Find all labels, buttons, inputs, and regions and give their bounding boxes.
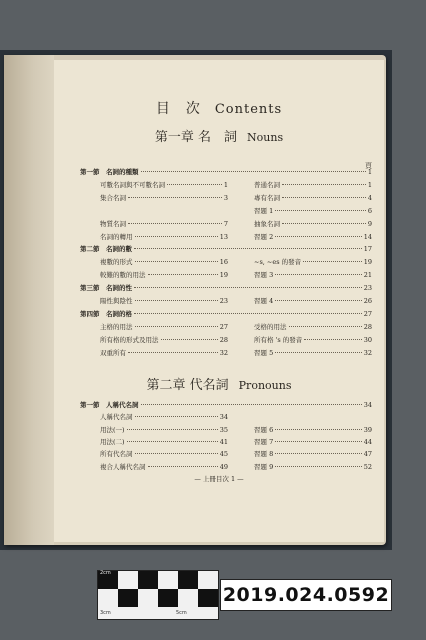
toc-page-number: 49 [219,462,228,471]
toc-label: 第一節 名詞的種類 [80,168,139,176]
toc-page-number: 9 [367,219,372,228]
leader-dots [275,236,362,237]
toc-page-number: 41 [219,437,228,446]
toc-page-number: 3 [223,193,228,202]
toc-entry [100,412,228,423]
page-footer: — 上冊目次 1 — [194,475,244,483]
toc-page-number: 7 [223,219,228,228]
toc-label: 第二節 名詞的數 [80,245,132,254]
toc-label: 所有代名詞 [100,450,133,459]
leader-dots [135,416,218,417]
toc-label: 習題 3 [254,271,274,280]
toc-label: 習題 1 [254,206,274,215]
toc-row [100,257,372,268]
toc-page-number: 23 [219,297,228,305]
title-english: Contents [214,102,283,117]
toc-label: 習題 2 [254,232,274,241]
toc-section-entry [80,244,372,255]
toc-label: 可數名詞與不可數名詞 [100,180,165,189]
toc-page-number: 39 [363,425,372,434]
toc-entry [254,296,372,307]
toc-entry [100,180,228,191]
toc-entry [254,232,372,243]
scale-label-top: 2cm [100,570,111,576]
toc-entry [100,437,228,448]
leader-dots [128,352,218,353]
leader-dots [282,197,366,198]
chapter-1-heading [54,126,384,145]
toc-row [100,335,372,346]
toc-page-number: 1 [367,168,372,176]
toc-entry [254,322,372,333]
scale-square [138,571,158,589]
toc-row [100,193,372,204]
toc-entry [254,462,372,473]
toc-label: 人稱代名詞 [100,413,133,422]
toc-page-number: 4 [367,193,372,202]
toc-label: 普通名詞 [254,180,280,189]
toc-label: 習題 9 [254,462,274,471]
title-chinese: 目 次 [155,101,201,117]
scale-square [158,589,178,607]
toc-page-number: 17 [363,245,372,254]
page-column-label: 頁 [365,162,372,170]
toc-row [100,296,372,307]
toc-row [80,283,372,294]
toc-entry [254,270,372,281]
leader-dots [304,339,361,340]
leader-dots [128,197,222,198]
toc-page-number: 14 [363,232,372,241]
toc-row [80,400,372,411]
toc-entry [254,206,372,217]
toc-entry [100,425,228,436]
toc-row [100,219,372,230]
leader-dots [128,223,222,224]
toc-row [100,270,372,281]
toc-page-number: 6 [367,206,372,215]
toc-page-number: 1 [223,180,228,189]
toc-entry [254,449,372,460]
scale-square [118,589,138,607]
toc-entry [100,232,228,243]
toc-row [100,412,372,423]
toc-label: 較難的數的用法 [100,271,146,280]
leader-dots [141,171,366,172]
scale-square [178,571,198,589]
leader-dots [275,352,362,353]
leader-dots [275,453,362,454]
toc-label: 物質名詞 [100,219,126,228]
toc-entry [254,335,372,346]
toc-row [100,322,372,333]
toc-row [80,244,372,255]
leader-dots [135,326,218,327]
toc-label: 第一節 人稱代名詞 [80,401,139,409]
toc-page-number: 26 [363,297,372,305]
leader-dots [303,261,362,262]
toc-row [80,167,372,178]
chapter-1-chinese: 第一章 名 詞 [154,130,238,145]
toc-row [100,462,372,473]
toc-entry [100,270,228,281]
leader-dots [275,466,362,467]
toc-label: 集合名詞 [100,193,126,202]
toc-entry [254,425,372,436]
chapter-1-english: Nouns [247,131,284,144]
toc-label: 用法(一) [100,425,125,434]
toc-label: 複合人稱代名詞 [100,462,146,471]
toc-entry [254,257,372,268]
toc-entry [100,296,228,307]
toc-page-number: 34 [363,401,372,409]
toc-entry [254,180,372,191]
leader-dots [275,441,362,442]
toc-label: 第三節 名詞的性 [80,284,132,293]
toc-label: 受格的用法 [254,322,287,331]
toc-page-number: 13 [219,232,228,241]
toc-page-number: 19 [363,258,372,267]
toc-row [100,425,372,436]
leader-dots [275,210,366,211]
toc-entry [100,335,228,346]
toc-page-number: 28 [363,322,372,331]
toc-page-number: 28 [219,335,228,344]
toc-label: 習題 5 [254,348,274,357]
toc-entry [254,193,372,204]
chapter-2-english: Pronouns [238,379,292,392]
toc-label: 陽性與陰性 [100,297,133,305]
chapter-2-chinese: 第二章 代名詞 [146,378,229,393]
toc-row [100,206,372,217]
leader-dots [161,339,218,340]
accession-number: 2019.024.0592 [220,579,392,611]
toc-entry [254,437,372,448]
toc-entry [100,348,228,359]
leader-dots [135,236,218,237]
color-scale-card [97,570,219,620]
toc-entry [254,348,372,359]
toc-label: 第四節 名詞的格 [80,309,132,318]
page-title [54,98,384,118]
toc-row [100,232,372,243]
leader-dots [135,261,218,262]
toc-section-entry [80,309,372,320]
page-gutter [4,55,54,545]
toc-label: 複數的形式 [100,258,133,267]
toc-label: 習題 8 [254,450,274,459]
toc-page-number: 21 [363,271,372,280]
toc-page-number: 44 [363,437,372,446]
scale-label-left: 3cm [100,610,111,616]
toc-page-number: 19 [219,271,228,280]
toc-page-number: 52 [363,462,372,471]
toc-section-entry [80,400,372,411]
toc-page-number: 27 [219,322,228,331]
toc-row [100,180,372,191]
toc-page-number: 1 [367,180,372,189]
toc-label: 双重所有 [100,348,126,357]
toc-row [80,309,372,320]
toc-label: 抽象名詞 [254,219,280,228]
toc-label: 習題 7 [254,437,274,446]
toc-entry [100,219,228,230]
contents-page [54,60,384,542]
leader-dots [127,429,218,430]
leader-dots [148,274,218,275]
leader-dots [167,184,222,185]
toc-entry [100,193,228,204]
leader-dots [134,248,362,249]
chapter-2-heading [54,374,384,393]
leader-dots [148,466,218,467]
toc-row [100,449,372,460]
toc-page-number: 27 [363,309,372,318]
toc-page-number: 45 [219,450,228,459]
toc-page-number: 32 [219,348,228,357]
toc-row [100,348,372,359]
toc-page-number: 32 [363,348,372,357]
toc-entry [100,462,228,473]
toc-section-entry [80,167,372,178]
toc-row [100,437,372,448]
leader-dots [282,223,366,224]
leader-dots [275,429,362,430]
leader-dots [275,300,362,301]
toc-entry [254,219,372,230]
leader-dots [127,441,218,442]
leader-dots [275,274,362,275]
leader-dots [289,326,362,327]
toc-entry [100,257,228,268]
toc-label: 主格的用法 [100,322,133,331]
toc-page-number: 35 [219,425,228,434]
toc-page-number: 16 [219,258,228,267]
toc-entry [100,449,228,460]
scale-square [198,589,218,607]
toc-page-number: 47 [363,450,372,459]
toc-label: 用法(二) [100,437,125,446]
toc-page-number: 30 [363,335,372,344]
leader-dots [134,313,362,314]
leader-dots [135,300,218,301]
leader-dots [134,287,362,288]
toc-label: 習題 6 [254,425,274,434]
leader-dots [135,453,218,454]
toc-page-number: 34 [219,413,228,422]
toc-entry [100,322,228,333]
scale-label-right: 5cm [176,610,187,616]
toc-label: 名詞的轉用 [100,232,133,241]
leader-dots [141,404,362,405]
leader-dots [282,184,366,185]
toc-label: ~s, ~es 的發音 [254,258,302,267]
toc-label: 所有格 's 的發音 [254,335,303,344]
toc-page-number: 23 [363,284,372,293]
toc-section-entry [80,283,372,294]
toc-label: 習題 4 [254,297,274,305]
toc-label: 所有格的形式及用法 [100,335,159,344]
toc-label: 專有名詞 [254,193,280,202]
